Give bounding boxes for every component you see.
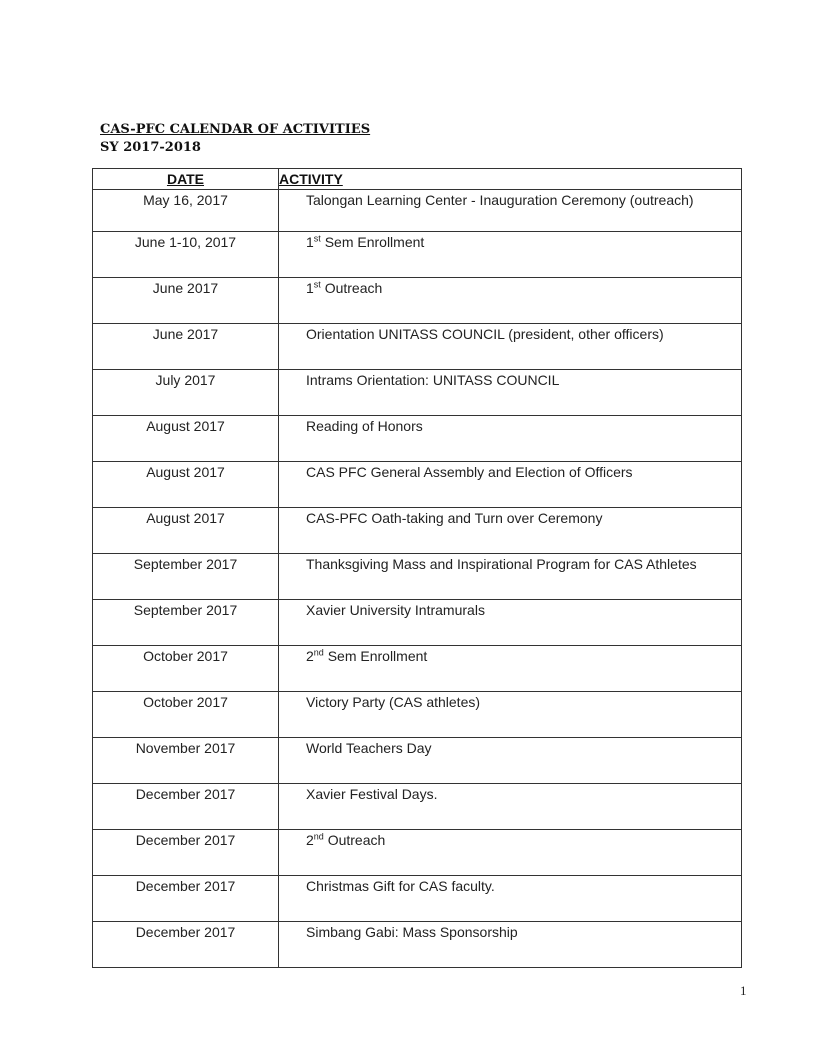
activity-cell [279, 232, 742, 278]
table-row [93, 324, 742, 370]
date-cell [93, 508, 279, 554]
date-cell [93, 554, 279, 600]
table-row [93, 462, 742, 508]
date-cell [93, 600, 279, 646]
activity-text [279, 922, 518, 942]
date-text: June 2017 [152, 280, 219, 296]
date-cell [93, 876, 279, 922]
table-row [93, 232, 742, 278]
date-text: August 2017 [146, 418, 225, 434]
table-row [93, 190, 742, 232]
table-row [93, 554, 742, 600]
activity-cell [279, 692, 742, 738]
date-cell [93, 370, 279, 416]
ordinal-number: 1 [306, 234, 314, 250]
table-row [93, 600, 742, 646]
activity-label: Simbang Gabi: Mass Sponsorship [306, 924, 518, 940]
table-row [93, 784, 742, 830]
ordinal-suffix: nd [313, 831, 324, 842]
activity-cell [279, 508, 742, 554]
ordinal-number: 2 [306, 648, 314, 664]
activity-text [279, 232, 424, 252]
table-header-row [93, 169, 742, 190]
activity-cell [279, 278, 742, 324]
table-row [93, 370, 742, 416]
ordinal-suffix: st [313, 279, 321, 290]
table-row [93, 738, 742, 784]
date-cell [93, 278, 279, 324]
activity-label: World Teachers Day [306, 740, 432, 756]
date-text: November 2017 [135, 740, 236, 756]
date-cell [93, 232, 279, 278]
table-row [93, 692, 742, 738]
date-cell [93, 646, 279, 692]
table-body [93, 190, 742, 968]
activity-label: Talongan Learning Center - Inauguration Ceremony (outreach) [306, 192, 694, 208]
activity-column-header: ACTIVITY [279, 169, 742, 190]
activity-text [279, 738, 432, 758]
date-text: August 2017 [146, 464, 225, 480]
activity-cell [279, 876, 742, 922]
date-text: October 2017 [143, 648, 228, 664]
activity-cell [279, 646, 742, 692]
table-row [93, 876, 742, 922]
date-column-header: DATE [93, 169, 279, 190]
ordinal-suffix: st [313, 233, 321, 244]
activity-text [279, 190, 694, 210]
date-text: August 2017 [146, 510, 225, 526]
activity-cell [279, 922, 742, 968]
activity-text [279, 646, 427, 666]
date-cell [93, 922, 279, 968]
activity-label: Xavier Festival Days. [306, 786, 438, 802]
activity-label: Outreach [323, 832, 386, 848]
activity-label: Xavier University Intramurals [306, 602, 485, 618]
activity-label: CAS-PFC Oath-taking and Turn over Ceremony [306, 510, 603, 526]
date-text: December 2017 [135, 832, 236, 848]
date-cell [93, 784, 279, 830]
date-text: December 2017 [135, 878, 236, 894]
activity-label: CAS PFC General Assembly and Election of Officers [306, 464, 633, 480]
date-cell [93, 324, 279, 370]
activity-cell [279, 370, 742, 416]
activity-label: Thanksgiving Mass and Inspirational Program for CAS Athletes [306, 556, 697, 572]
date-cell [93, 462, 279, 508]
activity-label: Victory Party (CAS athletes) [306, 694, 481, 710]
activity-label: Intrams Orientation: UNITASS COUNCIL [306, 372, 560, 388]
date-text: May 16, 2017 [143, 192, 228, 208]
table-row [93, 922, 742, 968]
table-row [93, 646, 742, 692]
activity-text [279, 830, 385, 850]
school-year: SY 2017-2018 [100, 140, 201, 155]
date-text: June 1-10, 2017 [134, 234, 237, 250]
date-cell [93, 692, 279, 738]
activity-label: Outreach [320, 280, 383, 296]
activity-cell [279, 738, 742, 784]
table-row [93, 508, 742, 554]
activity-cell [279, 324, 742, 370]
activity-label: Reading of Honors [306, 418, 423, 434]
date-text: October 2017 [143, 694, 228, 710]
table-row [93, 416, 742, 462]
activity-text [279, 462, 633, 482]
activity-label: Orientation UNITASS COUNCIL (president, other officers) [306, 326, 664, 342]
date-text: June 2017 [152, 326, 219, 342]
activity-text [279, 416, 423, 436]
activity-label: Sem Enrollment [320, 234, 425, 250]
activity-text [279, 692, 480, 712]
activity-text [279, 278, 382, 298]
activity-cell [279, 416, 742, 462]
date-cell [93, 416, 279, 462]
activity-label: Christmas Gift for CAS faculty. [306, 878, 495, 894]
date-text: September 2017 [133, 556, 238, 572]
activities-table [92, 168, 742, 968]
document-heading [100, 121, 370, 157]
date-text: December 2017 [135, 786, 236, 802]
activity-cell [279, 190, 742, 232]
date-text: September 2017 [133, 602, 238, 618]
table-row [93, 830, 742, 876]
activity-text [279, 600, 485, 620]
activity-cell [279, 784, 742, 830]
activity-cell [279, 554, 742, 600]
activity-text [279, 324, 664, 344]
activity-text [279, 784, 437, 804]
activity-label: Sem Enrollment [323, 648, 428, 664]
table-row [93, 278, 742, 324]
ordinal-number: 1 [306, 280, 314, 296]
ordinal-number: 2 [306, 832, 314, 848]
date-text: December 2017 [135, 924, 236, 940]
page-number: 1 [740, 983, 747, 998]
activity-cell [279, 462, 742, 508]
date-cell [93, 190, 279, 232]
activity-text [279, 554, 697, 574]
activity-text [279, 370, 559, 390]
activity-text [279, 876, 495, 896]
document-title: CAS-PFC CALENDAR OF ACTIVITIES [100, 122, 371, 137]
ordinal-suffix: nd [313, 647, 324, 658]
activity-cell [279, 600, 742, 646]
date-text: July 2017 [155, 372, 216, 388]
activity-cell [279, 830, 742, 876]
date-cell [93, 738, 279, 784]
date-cell [93, 830, 279, 876]
activity-text [279, 508, 602, 528]
